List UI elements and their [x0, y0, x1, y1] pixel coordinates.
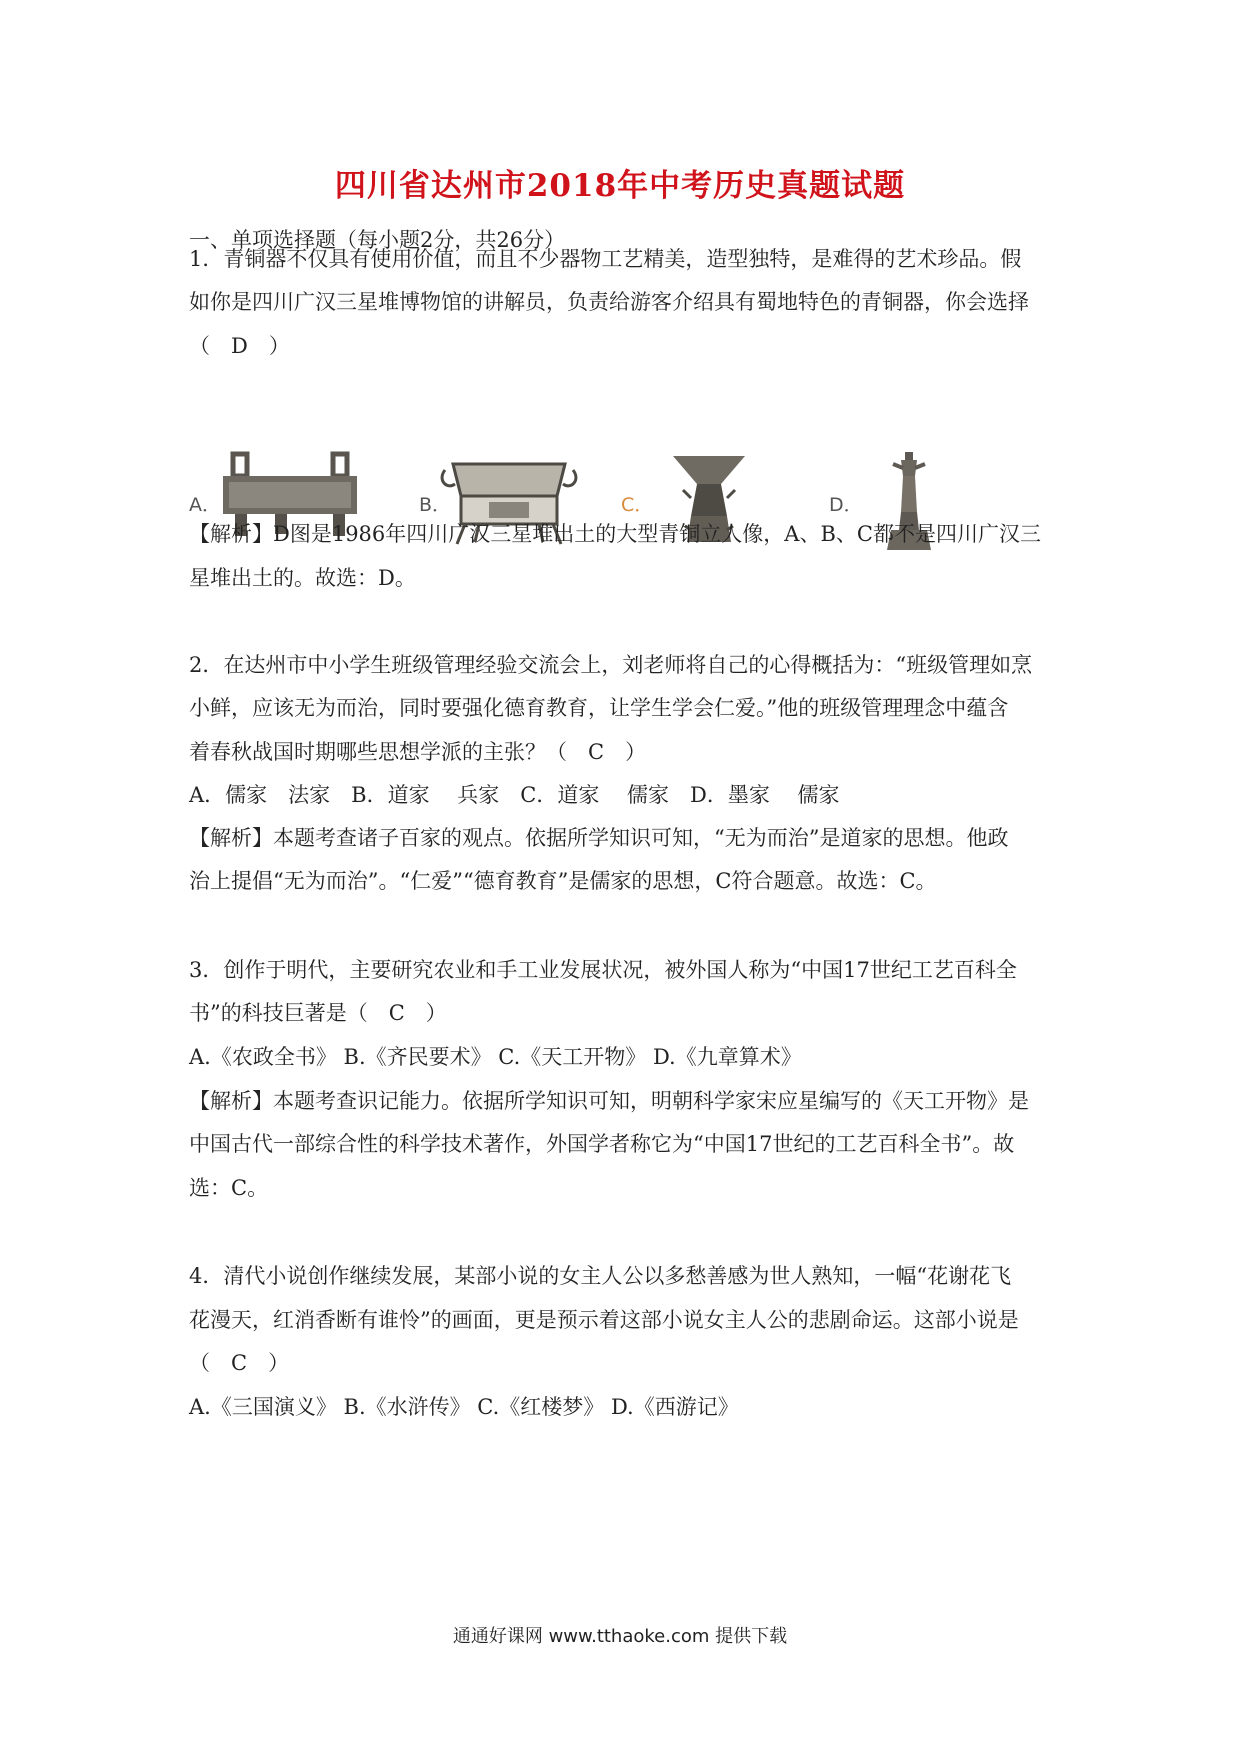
q3-options: A.《农政全书》 B.《齐民要术》 C.《天工开物》 D.《九章算术》	[189, 1045, 802, 1069]
q2-analysis-line-2: 治上提倡“无为而治”。“仁爱”“德育教育”是儒家的思想，C符合题意。故选：C。	[189, 869, 937, 893]
option-d-label: D．	[829, 494, 863, 516]
q1-line-1: 1．青铜器不仅具有使用价值，而且不少器物工艺精美，造型独特，是难得的艺术珍品。假	[189, 247, 1022, 271]
q2-options: A．儒家 法家 B．道家 兵家 C．道家 儒家 D．墨家 儒家	[189, 783, 840, 807]
q1-analysis-line-1: 【解析】D图是1986年四川广汉三星堆出土的大型青铜立人像，A、B、C都不是四川广汉三	[189, 522, 1041, 546]
option-b-label: B．	[419, 494, 452, 516]
q4-line-2: 花漫天，红消香断有谁怜”的画面，更是预示着这部小说女主人公的悲剧命运。这部小说是	[189, 1308, 1019, 1332]
q4-line-1: 4．清代小说创作继续发展，某部小说的女主人公以多愁善感为世人熟知，一幅“花谢花飞	[189, 1264, 1012, 1288]
q2-line-3: 着春秋战国时期哪些思想学派的主张？（ C ）	[189, 740, 647, 764]
q1-line-2: 如你是四川广汉三星堆博物馆的讲解员，负责给游客介绍具有蜀地特色的青铜器，你会选择	[189, 290, 1029, 314]
q3-analysis-line-3: 选：C。	[189, 1176, 269, 1200]
q3-analysis-line-1: 【解析】本题考查识记能力。依据所学知识可知，明朝科学家宋应星编写的《天工开物》是	[189, 1089, 1029, 1113]
q3-analysis-line-2: 中国古代一部综合性的科学技术著作，外国学者称它为“中国17世纪的工艺百科全书”。故	[189, 1132, 1015, 1156]
page-footer: 通通好课网 www.tthaoke.com 提供下载	[452, 1626, 788, 1647]
q4-options: A.《三国演义》 B.《水浒传》 C.《红楼梦》 D.《西游记》	[189, 1395, 739, 1419]
q3-line-2: 书”的科技巨著是（ C ）	[189, 1001, 447, 1025]
q1-analysis-line-2: 星堆出土的。故选：D。	[189, 566, 416, 590]
q1-answer: （ D ）	[189, 334, 290, 358]
q2-line-2: 小鲜，应该无为而治，同时要强化德育教育，让学生学会仁爱。”他的班级管理理念中蕴含	[189, 696, 1009, 720]
q2-analysis-line-1: 【解析】本题考查诸子百家的观点。依据所学知识可知，“无为而治”是道家的思想。他政	[189, 826, 1009, 850]
q4-answer: （ C ）	[189, 1351, 290, 1375]
option-c-label: C．	[621, 494, 654, 516]
option-a-label: A．	[189, 494, 221, 516]
q3-line-1: 3．创作于明代，主要研究农业和手工业发展状况，被外国人称为“中国17世纪工艺百科全	[189, 958, 1017, 982]
q2-line-1: 2．在达州市中小学生班级管理经验交流会上，刘老师将自己的心得概括为：“班级管理如烹	[189, 653, 1033, 677]
page-title: 四川省达州市2018年中考历史真题试题	[334, 168, 906, 204]
section-heading: 一、单项选择题（每小题2分，共26分）	[189, 228, 566, 252]
